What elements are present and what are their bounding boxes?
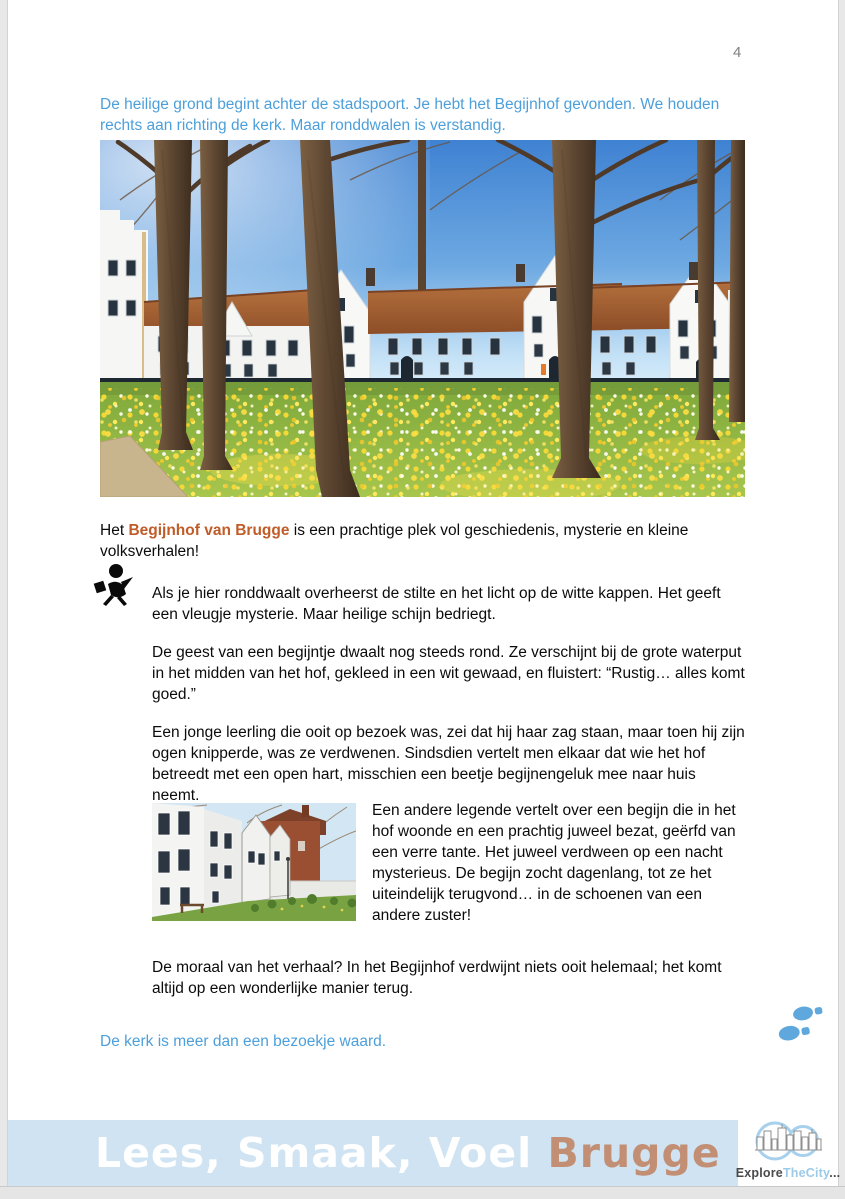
logo-thecity: TheCity	[782, 1166, 830, 1180]
page-number: 4	[733, 44, 742, 61]
lead-suffix: is een prachtige plek vol geschiedenis, mysterie en kleine volksverhalen!	[100, 521, 689, 560]
story-paragraph-1: Als je hier ronddwaalt overheerst de stilte en het licht op de witte kappen. Het geeft een vleugje mysterie. Maar heilige schijn bedriegt.	[152, 584, 721, 623]
footprints-icon	[775, 1002, 827, 1048]
footer-tagline-accent: Brugge	[547, 1129, 721, 1177]
story-paragraph-4-block	[152, 800, 746, 926]
logo-explore: Explore	[735, 1166, 783, 1180]
lead-paragraph	[100, 520, 748, 562]
footer-tagline-band	[8, 1120, 738, 1186]
begijnhof-inset-photo	[152, 803, 356, 921]
logo-binoculars-skyline-icon	[743, 1116, 833, 1172]
page-edge-right	[838, 0, 845, 1199]
story-paragraph-2: De geest van een begijntje dwaalt nog steeds rond. Ze verschijnt bij de grote waterput in het midden van het hof, gekleed in een wit gewaad, en fluistert: “Rustig… alles komt goed.”	[152, 643, 745, 703]
intro-text: De heilige grond begint achter de stadspoort. Je hebt het Begijnhof gevonden. We houden rechts aan richting de kerk. Maar ronddwalen is verstandig.	[100, 95, 720, 134]
story-paragraph-3: Een jonge leerling die ooit op bezoek was, zei dat hij haar zag staan, maar toen hij zijn ogen knipperde, was ze verdwenen. Sindsdien vertelt men elkaar dat wie het hof betreedt met een open hart, misschien een beetje begijnengeluk mee naar huis neemt.	[152, 723, 745, 804]
daffodil-meadow	[100, 382, 745, 497]
footer-tagline-white: Lees, Smaak, Voel	[95, 1129, 533, 1177]
explore-the-city-logo	[735, 1093, 841, 1186]
lead-prefix: Het	[100, 521, 129, 539]
lead-highlight: Begijnhof van Brugge	[128, 521, 290, 539]
begijnhof-main-photo	[100, 140, 745, 497]
moral-paragraph: De moraal van het verhaal? In het Begijnhof verdwijnt niets ooit helemaal; het komt altijd op een wonderlijke manier terug.	[152, 958, 722, 997]
page-edge-left	[0, 0, 8, 1199]
logo-wordmark	[736, 1166, 841, 1180]
page-edge-bottom	[0, 1186, 845, 1199]
story-paragraph-4: Een andere legende vertelt over een begijn die in het hof woonde en een prachtig juweel bezat, geërfd van een verre tante. Het juweel verdween op een nacht mysterieus. De begijn zocht dagenlang, tot ze het uiteindelijk terugvond… in de schoenen van een andere zuster!	[372, 802, 736, 924]
logo-dots: ...	[829, 1166, 841, 1180]
imp-icon	[92, 562, 134, 608]
orange-figure	[541, 364, 546, 375]
closing-text: De kerk is meer dan een bezoekje waard.	[100, 1032, 387, 1050]
